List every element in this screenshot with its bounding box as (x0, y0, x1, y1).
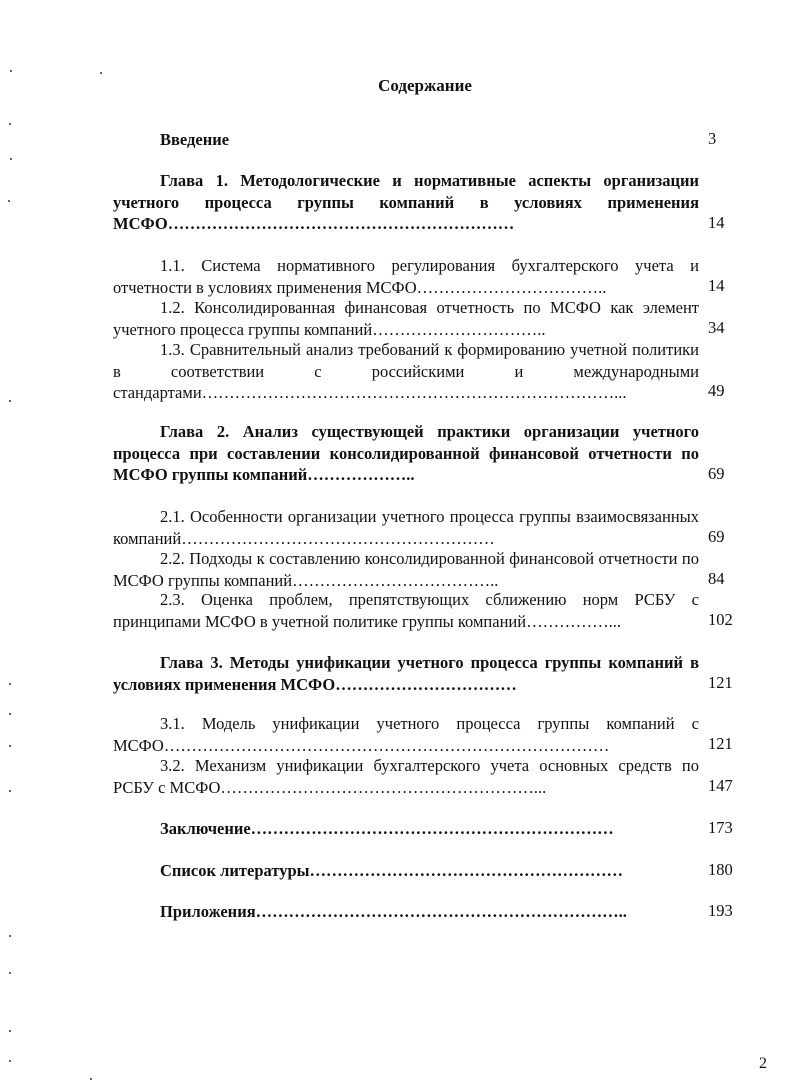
toc-entry-page: 121 (708, 734, 733, 753)
toc-entry-title: Список литературы………………………………………………… (160, 861, 624, 880)
toc-entry-page: 102 (708, 610, 733, 629)
toc-entry-section-3-2 (113, 755, 699, 798)
toc-entry-chapter-1 (113, 170, 699, 235)
toc-entry-bibliography (160, 860, 699, 882)
page-number: 2 (759, 1055, 767, 1072)
toc-entry-appendices (160, 901, 699, 923)
toc-entry-page: 49 (708, 381, 725, 400)
toc-entry-title: 2.2. Подходы к составлению консолидированной финансовой отчетности по МСФО группы компаний……………………………….. (113, 549, 699, 590)
toc-entry-chapter-3 (113, 652, 699, 695)
toc-entry-title: 1.3. Сравнительный анализ требований к формированию учетной политики в соответствии с российскими и международными стандартами…………………………………………………………………... (113, 340, 699, 402)
toc-entry-page: 121 (708, 673, 733, 692)
toc-entry-page: 84 (708, 569, 725, 588)
toc-entry-page: 69 (708, 464, 725, 483)
toc-entry-title: Введение (160, 130, 230, 149)
toc-entry-introduction (160, 129, 699, 151)
toc-entry-section-1-3 (113, 339, 699, 404)
page-title: Содержание (378, 76, 472, 95)
toc-entry-page: 173 (708, 818, 733, 837)
toc-entry-conclusion (160, 818, 699, 840)
toc-entry-section-2-1 (113, 506, 699, 549)
toc-entry-page: 14 (708, 276, 725, 295)
toc-entry-section-3-1 (113, 713, 699, 756)
toc-entry-title: 1.2. Консолидированная финансовая отчетность по МСФО как элемент учетного процесса группы компаний………………………….. (113, 298, 699, 339)
toc-entry-chapter-2 (113, 421, 699, 486)
toc-entry-title: 3.2. Механизм унификации бухгалтерского учета основных средств по РСБУ с МСФО…………………………………………………... (113, 756, 699, 797)
toc-entry-title: Заключение………………………………………………………… (160, 819, 614, 838)
toc-entry-title: 1.1. Система нормативного регулирования бухгалтерского учета и отчетности в условиях применения МСФО…………………………….. (113, 256, 699, 297)
toc-entry-title: Глава 2. Анализ существующей практики организации учетного процесса при составлении консолидированной финансовой отчетности по МСФО группы компаний……………….. (113, 422, 699, 484)
toc-entry-title: Глава 1. Методологические и нормативные аспекты организации учетного процесса группы компаний в условиях применения МСФО……………………………………………………… (113, 171, 699, 233)
toc-entry-title: Приложения………………………………………………………….. (160, 902, 627, 921)
toc-entry-page: 180 (708, 860, 733, 879)
toc-entry-page: 147 (708, 776, 733, 795)
toc-entry-section-1-2 (113, 297, 699, 340)
toc-entry-section-1-1 (113, 255, 699, 298)
toc-entry-section-2-3 (113, 589, 699, 632)
toc-entry-title: 3.1. Модель унификации учетного процесса группы компаний с МСФО……………………………………………………………………… (113, 714, 699, 755)
toc-entry-page: 69 (708, 527, 725, 546)
toc-entry-title: 2.1. Особенности организации учетного процесса группы взаимосвязанных компаний………………………………………………… (113, 507, 699, 548)
toc-entry-title: 2.3. Оценка проблем, препятствующих сближению норм РСБУ с принципами МСФО в учетной политике группы компаний……………... (113, 590, 699, 631)
toc-entry-page: 3 (708, 129, 717, 148)
toc-entry-page: 193 (708, 901, 733, 920)
toc-entry-section-2-2 (113, 548, 699, 591)
toc-entry-page: 14 (708, 213, 725, 232)
toc-entry-title: Глава 3. Методы унификации учетного процесса группы компаний в условиях применения МСФО…………………………… (113, 653, 699, 694)
toc-entry-page: 34 (708, 318, 725, 337)
